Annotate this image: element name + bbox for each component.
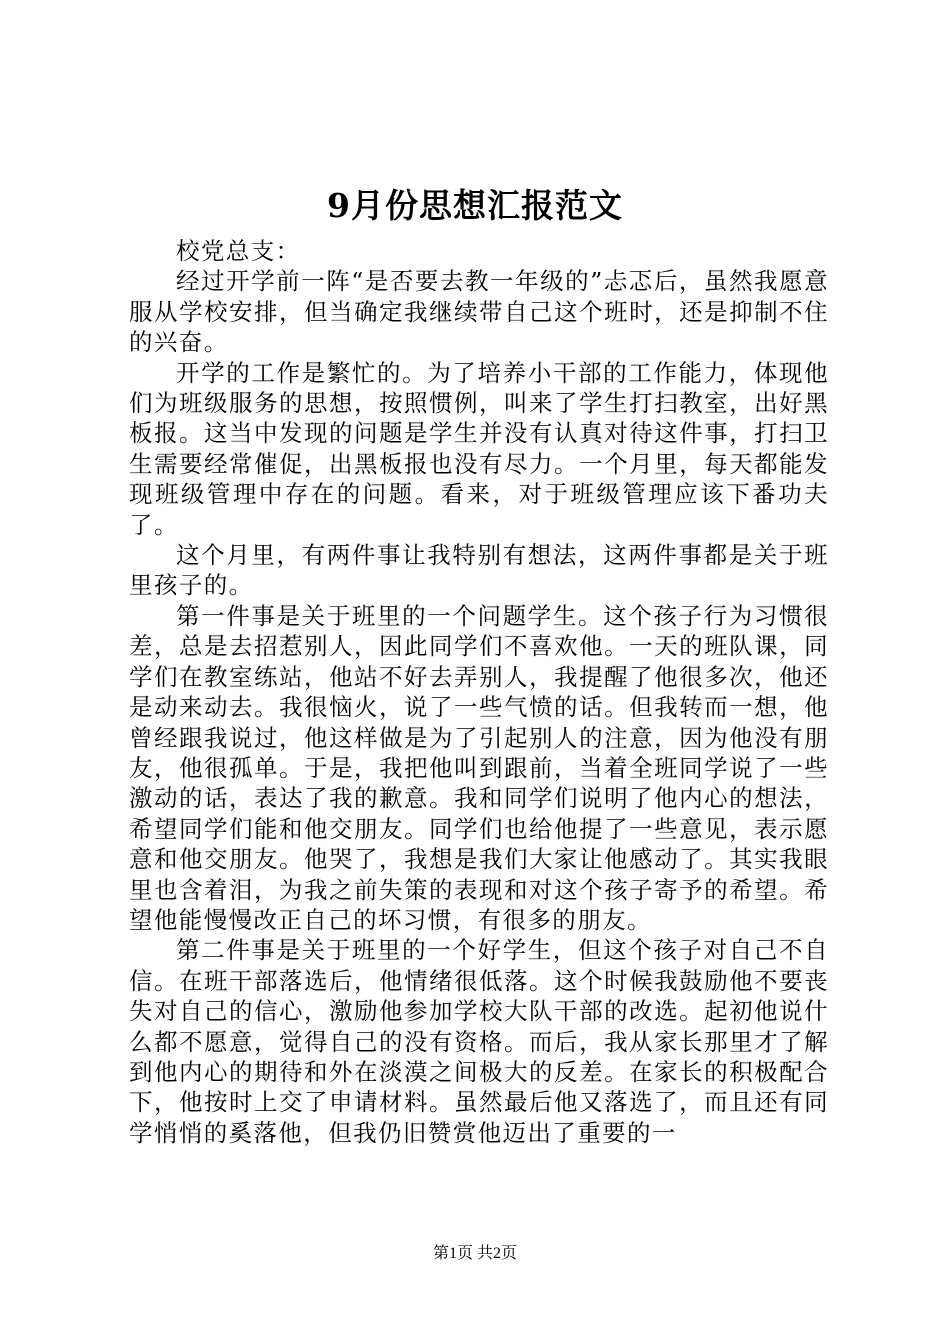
document-body xyxy=(129,236,829,1148)
salutation: 校党总支： xyxy=(176,237,301,265)
paragraph-1: 经过开学前一阵“是否要去教一年级的”忐忑后，虽然我愿意服从学校安排，但当确定我继续带自己这个班时，还是抑制不住的兴奋。 xyxy=(129,267,829,357)
paragraph-5: 第二件事是关于班里的一个好学生，但这个孩子对自己不自信。在班干部落选后，他情绪很低落。这个时候我鼓励他不要丧失对自己的信心，激励他参加学校大队干部的改选。起初他说什么都不愿意，觉得自己的没有资格。而后，我从家长那里才了解到他内心的期待和外在淡漠之间极大的反差。在家长的积极配合下，他按时上交了申请材料。虽然最后他又落选了，而且还有同学悄悄的奚落他，但我仍旧赞赏他迈出了重要的一 xyxy=(129,936,829,1147)
paragraph-4: 第一件事是关于班里的一个问题学生。这个孩子行为习惯很差，总是去招惹别人，因此同学们不喜欢他。一天的班队课，同学们在教室练站，他站不好去弄别人，我提醒了他很多次，他还是动来动去。我很恼火，说了一些气愤的话。但我转而一想，他曾经跟我说过，他这样做是为了引起别人的注意，因为他没有朋友，他很孤单。于是，我把他叫到跟前，当着全班同学说了一些激动的话，表达了我的歉意。我和同学们说明了他内心的想法，希望同学们能和他交朋友。同学们也给他提了一些意见，表示愿意和他交朋友。他哭了，我想是我们大家让他感动了。其实我眼里也含着泪，为我之前失策的表现和对这个孩子寄予的希望。希望他能慢慢改正自己的坏习惯，有很多的朋友。 xyxy=(129,601,829,934)
paragraph-3: 这个月里，有两件事让我特别有想法，这两件事都是关于班里孩子的。 xyxy=(129,541,829,600)
document-title: 9月份思想汇报范文 xyxy=(327,186,623,225)
paragraph-2: 开学的工作是繁忙的。为了培养小干部的工作能力，体现他们为班级服务的思想，按照惯例，叫来了学生打扫教室，出好黑板报。这当中发现的问题是学生并没有认真对待这件事，打扫卫生需要经常催促，出黑板报也没有尽力。一个月里，每天都能发现班级管理中存在的问题。看来，对于班级管理应该下番功夫了。 xyxy=(129,358,829,539)
page-footer: 第1页 共2页 xyxy=(432,1245,517,1262)
